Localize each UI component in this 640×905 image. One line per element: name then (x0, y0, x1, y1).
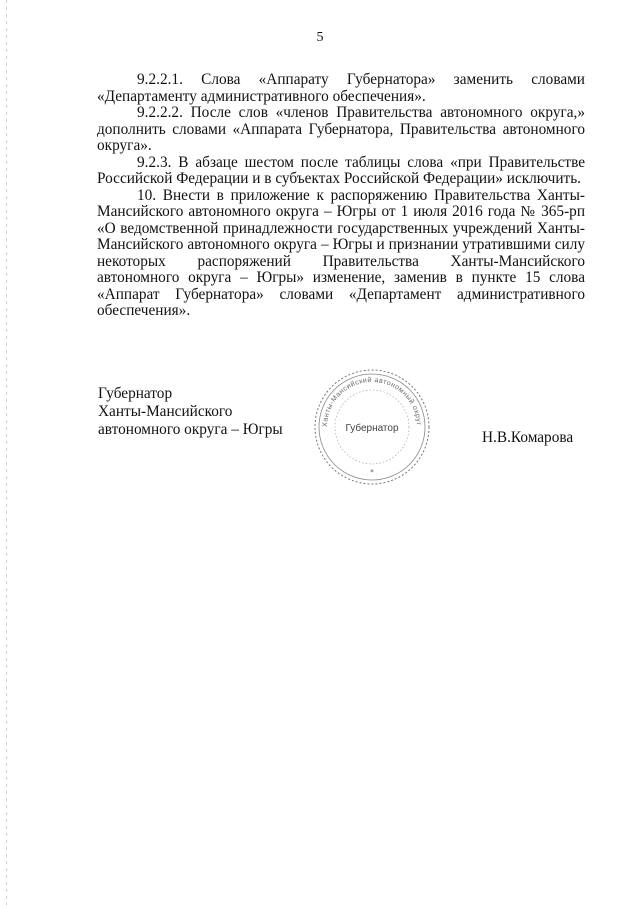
document-body (97, 72, 585, 320)
paragraph-10: 10. Внести в приложение к распоряжению Правительства Ханты-Мансийского автономного округа – Югры от 1 июля 2016 года № 365-рп «О ведомственной принадлежности государственных учреждений Ханты-Мансийского автономного округа – Югры и признании утратившими силу некоторых распоряжений Правительства Ханты-Мансийского автономного округа – Югры» изменение, заменив в пункте 15 слова «Аппарат Губернатора» словами «Департамент административного обеспечения». (97, 186, 585, 319)
stamp-center-text: Губернатор (345, 423, 399, 434)
stamp-star-icon: ✶ (369, 469, 375, 475)
signature-title-line: автономного округа – Югры (98, 421, 283, 438)
paragraph-9-2-2-2: 9.2.2.2. После слов «членов Правительства автономного округа,» дополнить словами «Аппарата Губернатора, Правительства автономного округа». (97, 104, 585, 154)
signature-title-block (98, 385, 283, 439)
signature-title-line: Губернатор (98, 385, 173, 402)
signer-name: Н.В.Комарова (482, 429, 574, 446)
svg-text:Ханты-Мансийский автономный ок (322, 376, 422, 427)
paragraph-9-2-2-1: 9.2.2.1. Слова «Аппарату Губернатора» заменить словами «Департаменту административного обеспечения». (97, 71, 585, 105)
stamp-ring-text: Ханты-Мансийский автономный округ (321, 376, 422, 428)
scan-margin-line (6, 0, 7, 905)
signature-title-line: Ханты-Мансийского (98, 403, 233, 420)
page-number: 5 (316, 30, 324, 45)
official-stamp (313, 368, 431, 486)
paragraph-9-2-3: 9.2.3. В абзаце шестом после таблицы слова «при Правительстве Российской Федерации и в субъектах Российской Федерации» исключить. (97, 153, 585, 187)
